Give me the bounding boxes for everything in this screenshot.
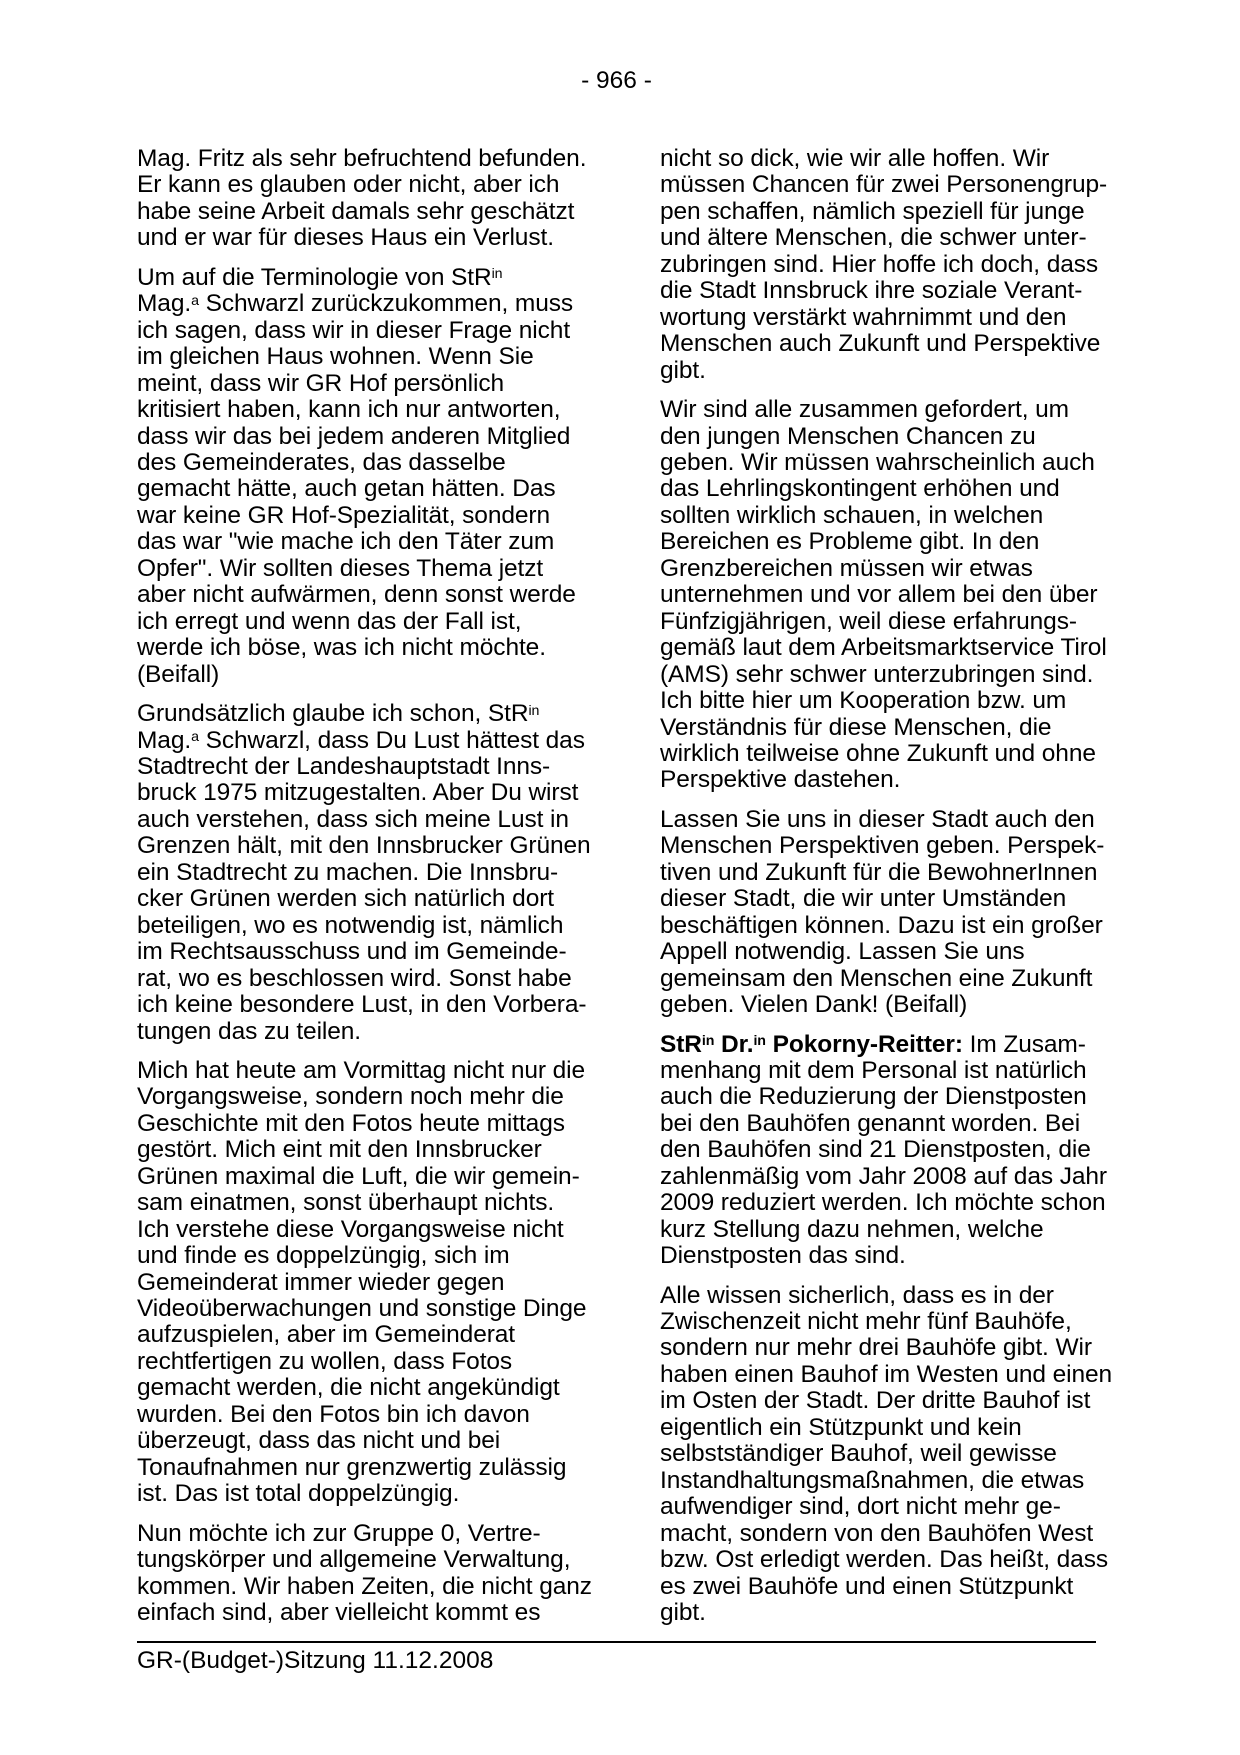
text-line: macht, sondern von den Bauhöfen West <box>660 1519 1094 1547</box>
text-line: gemacht hätte, auch getan hätten. Das <box>137 475 556 503</box>
text-line: im Rechtsausschuss und im Gemeinde- <box>137 938 567 966</box>
text-line: menhang mit dem Personal ist natürlich <box>660 1056 1087 1084</box>
text-line: werde ich böse, was ich nicht möchte. <box>137 634 546 662</box>
text-line: Ich verstehe diese Vorgangsweise nicht <box>137 1215 564 1243</box>
text-line: kurz Stellung dazu nehmen, welche <box>660 1215 1044 1243</box>
text-line: ein Stadtrecht zu machen. Die Innsbru- <box>137 858 559 886</box>
text-line: auch verstehen, dass sich meine Lust in <box>137 805 569 833</box>
text-line: cker Grünen werden sich natürlich dort <box>137 885 554 913</box>
text-line: zahlenmäßig vom Jahr 2008 auf das Jahr <box>660 1162 1107 1190</box>
text-line: gibt. <box>660 356 706 384</box>
text-line: wirklich teilweise ohne Zukunft und ohne <box>660 739 1096 767</box>
text-line: den jungen Menschen Chancen zu <box>660 422 1036 450</box>
text-line: nicht so dick, wie wir alle hoffen. Wir <box>660 145 1050 172</box>
text-line: Um auf die Terminologie von StR$^{in}$ <box>137 263 503 291</box>
text-line: die Stadt Innsbruck ihre soziale Verant- <box>660 277 1083 305</box>
text-line: Ich bitte hier um Kooperation bzw. um <box>660 687 1067 715</box>
text-line: StR$^{in}$ Dr.$^{in}$ Pokorny-Reitter: Im Zusam- <box>660 1030 1086 1058</box>
text-line: Tonaufnahmen nur grenzwertig zulässig <box>137 1453 567 1481</box>
text-line: des Gemeinderates, das dasselbe <box>137 448 506 476</box>
text-line: selbstständiger Bauhof, weil gewisse <box>660 1440 1057 1468</box>
text-line: wurden. Bei den Fotos bin ich davon <box>137 1400 530 1428</box>
text-line: Menschen Perspektiven geben. Perspek- <box>660 832 1105 860</box>
text-line: bei den Bauhöfen genannt worden. Bei <box>660 1109 1081 1137</box>
text-line: im Osten der Stadt. Der dritte Bauhof ist <box>660 1387 1091 1415</box>
superscript-text: in <box>701 1033 715 1050</box>
text-line: Mag. Fritz als sehr befruchtend befunden. <box>137 145 587 172</box>
text-line: bzw. Ost erledigt werden. Das heißt, dass <box>660 1546 1108 1574</box>
text-line: Alle wissen sicherlich, dass es in der <box>660 1281 1054 1309</box>
text-line: Fünfzigjährigen, weil diese erfahrungs- <box>660 607 1077 635</box>
text-line: 2009 reduziert werden. Ich möchte schon <box>660 1189 1106 1217</box>
right-column <box>660 146 1130 1639</box>
styled-text: Pokorny-Reitter: <box>765 1030 963 1058</box>
text-line: Perspektive dastehen. <box>660 766 901 794</box>
text-line: Instandhaltungsmaßnahmen, die etwas <box>660 1466 1085 1494</box>
text-line: dass wir das bei jedem anderen Mitglied <box>137 422 571 450</box>
text-line: aufzuspielen, aber im Gemeinderat <box>137 1321 516 1349</box>
text-line: geben. Wir müssen wahrscheinlich auch <box>660 448 1095 476</box>
footer-divider <box>137 1641 1096 1643</box>
paragraph <box>137 1058 607 1508</box>
text-line: gibt. <box>660 1599 706 1627</box>
text-line: habe seine Arbeit damals sehr geschätzt <box>137 197 575 225</box>
paragraph <box>660 146 1130 384</box>
text-line: Grenzbereichen müssen wir etwas <box>660 554 1033 582</box>
text-line: Lassen Sie uns in dieser Stadt auch den <box>660 805 1095 833</box>
text-line: beschäftigen können. Dazu ist ein großer <box>660 911 1103 939</box>
text-line: Appell notwendig. Lassen Sie uns <box>660 938 1025 966</box>
text-line: Dienstposten das sind. <box>660 1242 906 1270</box>
footer-session-label: GR-(Budget-)Sitzung 11.12.2008 <box>137 1647 494 1674</box>
text-line: überzeugt, dass das nicht und bei <box>137 1427 501 1455</box>
text-line: sollten wirklich schauen, in welchen <box>660 501 1044 529</box>
text-line: Grenzen hält, mit den Innsbrucker Grünen <box>137 832 591 860</box>
text-line: Opfer". Wir sollten dieses Thema jetzt <box>137 554 544 582</box>
text-line: pen schaffen, nämlich speziell für junge <box>660 197 1085 225</box>
text-line: den Bauhöfen sind 21 Dienstposten, die <box>660 1136 1091 1164</box>
text-line: aber nicht aufwärmen, denn sonst werde <box>137 581 576 609</box>
text-line: Zwischenzeit nicht mehr fünf Bauhöfe, <box>660 1308 1072 1336</box>
text-line: es zwei Bauhöfe und einen Stützpunkt <box>660 1572 1074 1600</box>
text-line: und finde es doppelzüngig, sich im <box>137 1242 510 1270</box>
text-line: auch die Reduzierung der Dienstposten <box>660 1083 1087 1111</box>
text-line: Vorgangsweise, sondern noch mehr die <box>137 1083 564 1111</box>
page-number: - 966 - <box>581 67 652 94</box>
paragraph <box>137 265 607 688</box>
text-line: war keine GR Hof-Spezialität, sondern <box>137 501 550 529</box>
text-line: aufwendiger sind, dort nicht mehr ge- <box>660 1493 1061 1521</box>
text-line: eigentlich ein Stützpunkt und kein <box>660 1413 1022 1441</box>
text-line: tungen das zu teilen. <box>137 1017 362 1045</box>
paragraph <box>660 397 1130 794</box>
text-line: Mag.$^a$ Schwarzl, dass Du Lust hättest das <box>137 726 585 754</box>
styled-text: StR <box>660 1030 702 1058</box>
text-line: Geschichte mit den Fotos heute mittags <box>137 1109 565 1137</box>
styled-text: Dr. <box>714 1030 754 1058</box>
text-line: ist. Das ist total doppelzüngig. <box>137 1480 460 1508</box>
text-line: dieser Stadt, die wir unter Umständen <box>660 885 1067 913</box>
text-line: ich sagen, dass wir in dieser Frage nicht <box>137 316 571 344</box>
text-line: bruck 1975 mitzugestalten. Aber Du wirst <box>137 779 579 807</box>
text-line: sam einatmen, sonst überhaupt nichts. <box>137 1189 555 1217</box>
text-line: gemacht werden, die nicht angekündigt <box>137 1374 560 1402</box>
text-line: geben. Vielen Dank! (Beifall) <box>660 991 968 1019</box>
text-line: kritisiert haben, kann ich nur antworten, <box>137 396 561 424</box>
text-line: unternehmen und vor allem bei den über <box>660 581 1098 609</box>
text-line: ich keine besondere Lust, in den Vorbera- <box>137 991 587 1019</box>
text-line: beteiligen, wo es notwendig ist, nämlich <box>137 911 564 939</box>
text-line: müssen Chancen für zwei Personengrup- <box>660 171 1108 199</box>
text-line: Stadtrecht der Landeshauptstadt Inns- <box>137 752 551 780</box>
text-line: rat, wo es beschlossen wird. Sonst habe <box>137 964 572 992</box>
text-line: das Lehrlingskontingent erhöhen und <box>660 475 1060 503</box>
paragraph <box>137 701 607 1045</box>
text-line: kommen. Wir haben Zeiten, die nicht ganz <box>137 1572 592 1600</box>
paragraph <box>137 146 607 252</box>
text-line: (Beifall) <box>137 660 220 688</box>
text-line: das war "wie mache ich den Täter zum <box>137 528 555 556</box>
text-line: Videoüberwachungen und sonstige Dinge <box>137 1295 587 1323</box>
text-line: Grundsätzlich glaube ich schon, StR$^{in}$ <box>137 700 540 728</box>
text-line: tiven und Zukunft für die BewohnerInnen <box>660 858 1098 886</box>
paragraph <box>660 1032 1130 1270</box>
text-line: tungskörper und allgemeine Verwaltung, <box>137 1546 571 1574</box>
text-line: Mag.$^a$ Schwarzl zurückzukommen, muss <box>137 290 574 318</box>
text-line: Mich hat heute am Vormittag nicht nur die <box>137 1056 586 1084</box>
text-line: sondern nur mehr drei Bauhöfe gibt. Wir <box>660 1334 1092 1362</box>
text-line: einfach sind, aber vielleicht kommt es <box>137 1599 541 1627</box>
text-line: Nun möchte ich zur Gruppe 0, Vertre- <box>137 1519 541 1547</box>
superscript-text: a <box>191 292 199 309</box>
text-line: wortung verstärkt wahrnimmt und den <box>660 303 1067 331</box>
text-line: Bereichen es Probleme gibt. In den <box>660 528 1040 556</box>
text-line: Grünen maximal die Luft, die wir gemein- <box>137 1162 580 1190</box>
text-line: gestört. Mich eint mit den Innsbrucker <box>137 1136 542 1164</box>
text-line: (AMS) sehr schwer unterzubringen sind. <box>660 660 1094 688</box>
text-line: im gleichen Haus wohnen. Wenn Sie <box>137 343 534 371</box>
paragraph <box>660 1283 1130 1627</box>
text-line: Gemeinderat immer wieder gegen <box>137 1268 505 1296</box>
text-line: Verständnis für diese Menschen, die <box>660 713 1052 741</box>
text-line: haben einen Bauhof im Westen und einen <box>660 1360 1113 1388</box>
text-line: meint, dass wir GR Hof persönlich <box>137 369 505 397</box>
text-line: rechtfertigen zu wollen, dass Fotos <box>137 1347 513 1375</box>
text-line: Menschen auch Zukunft und Perspektive <box>660 330 1101 358</box>
superscript-text: in <box>528 702 540 719</box>
text-line: zubringen sind. Hier hoffe ich doch, dass <box>660 250 1099 278</box>
superscript-text: in <box>753 1033 766 1050</box>
text-line: ich erregt und wenn das der Fall ist, <box>137 607 522 635</box>
paragraph <box>137 1521 607 1627</box>
superscript-text: a <box>191 729 199 746</box>
text-line: gemeinsam den Menschen eine Zukunft <box>660 964 1093 992</box>
text-line: gemäß laut dem Arbeitsmarktservice Tirol <box>660 634 1107 662</box>
text-line: und er war für dieses Haus ein Verlust. <box>137 224 554 252</box>
text-line: und ältere Menschen, die schwer unter- <box>660 224 1087 252</box>
paragraph <box>660 807 1130 1019</box>
text-line: Er kann es glauben oder nicht, aber ich <box>137 171 560 199</box>
left-column <box>137 146 607 1639</box>
text-line: Wir sind alle zusammen gefordert, um <box>660 396 1069 424</box>
superscript-text: in <box>491 266 503 283</box>
